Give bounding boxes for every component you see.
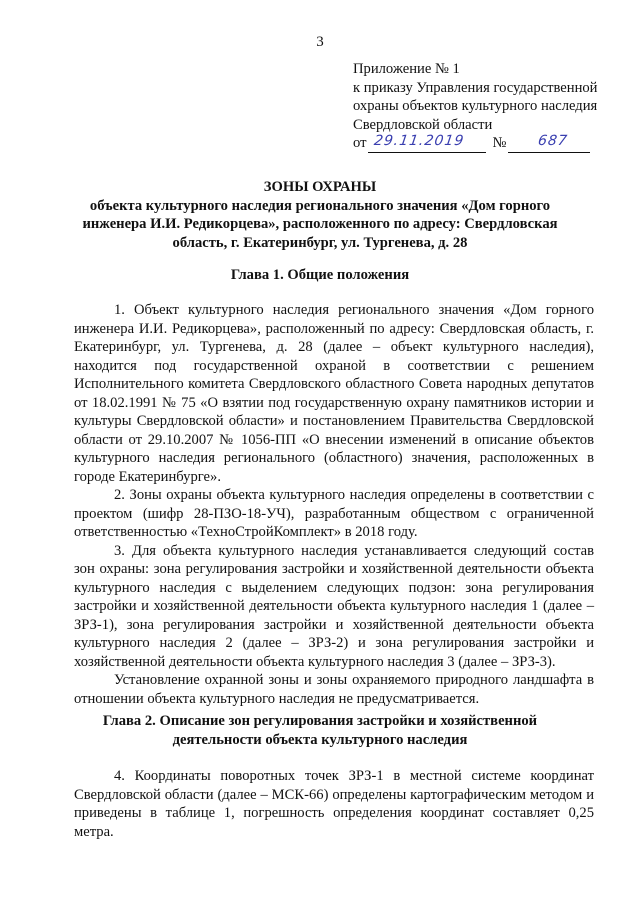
paragraph: 1. Объект культурного наследия регионального значения «Дом горного инженера И.И. Редикорцева», расположенный по адресу: Свердловская область, г. Екатеринбург, ул. Тургенева, д. 28 (далее – объект культурного наследия), находится под государственной охраной в соответствии с решением Исполнительного комитета Свердловского областного Совета народных депутатов от 18.02.1991 № 75 «О взятии под государственную охрану памятников истории и культуры Свердловской области» и постановлением Правительства Свердловской области от 29.10.2007 № 1056-ПП «О внесении изменений в описание объектов культурного наследия регионального (областного) значения, расположенных в городе Екатеринбурге».	[74, 302, 594, 485]
appendix-line: Приложение № 1	[353, 61, 460, 77]
appendix-line: к приказу Управления государственной	[353, 79, 598, 96]
chapter2-heading-line: деятельности объекта культурного наследия	[172, 731, 468, 748]
handwritten-number: 687	[537, 133, 570, 149]
date-blank	[368, 135, 486, 153]
title-subtitle: объекта культурного наследия регионального значения «Дом горного инженера И.И. Редикорцева», расположенного по адресу: Свердловская область, г. Екатеринбург, ул. Тургенева, д. 28	[82, 197, 558, 251]
paragraph: Установление охранной зоны и зоны охраняемого природного ландшафта в отношении объекта культурного наследия не предусматривается.	[74, 672, 594, 707]
chapter1-heading: Глава 1. Общие положения	[230, 267, 410, 283]
chapter2-heading-line: Глава 2. Описание зон регулирования застройки и хозяйственной	[102, 713, 538, 729]
chapter1-body	[74, 301, 594, 708]
paragraph: 2. Зоны охраны объекта культурного наследия определены в соответствии с проектом (шифр 28-ПЗО-18-УЧ), разработанным обществом с ограниченной ответственностью «ТехноСтройКомплект» в 2018 году.	[74, 487, 594, 540]
paragraph: 4. Координаты поворотных точек ЗРЗ-1 в местной системе координат Свердловской области (далее – МСК-66) определены картографическим методом и приведены в таблице 1, погрешность определения координат составляет 0,25 метра.	[74, 768, 594, 840]
appendix-line: Свердловской области	[353, 116, 493, 133]
number-sign: №	[492, 135, 507, 151]
paragraph: 3. Для объекта культурного наследия устанавливается следующий состав зон охраны: зона регулирования застройки и хозяйственной деятельности объекта культурного наследия с выделением следующих подзон: зона регулирования застройки и хозяйственной деятельности объекта культурного наследия 1 (далее – ЗРЗ-1), зона регулирования застройки и хозяйственной деятельности объекта культурного наследия 2 (далее – ЗРЗ-2) и зона регулирования застройки и хозяйственной деятельности объекта культурного наследия 3 (далее – ЗРЗ-3).	[74, 542, 594, 670]
appendix-line: охраны объектов культурного наследия	[353, 98, 598, 114]
appendix-block	[353, 60, 633, 153]
date-prefix: от	[353, 135, 367, 151]
chapter2-body	[74, 767, 594, 841]
number-blank	[508, 135, 590, 153]
document-title	[70, 178, 570, 252]
chapter2-heading	[70, 712, 570, 749]
page-number: 3	[316, 34, 324, 50]
handwritten-date: 29.11.2019	[373, 133, 466, 149]
title-main: ЗОНЫ ОХРАНЫ	[263, 179, 377, 195]
order-date-number-row	[353, 134, 633, 153]
